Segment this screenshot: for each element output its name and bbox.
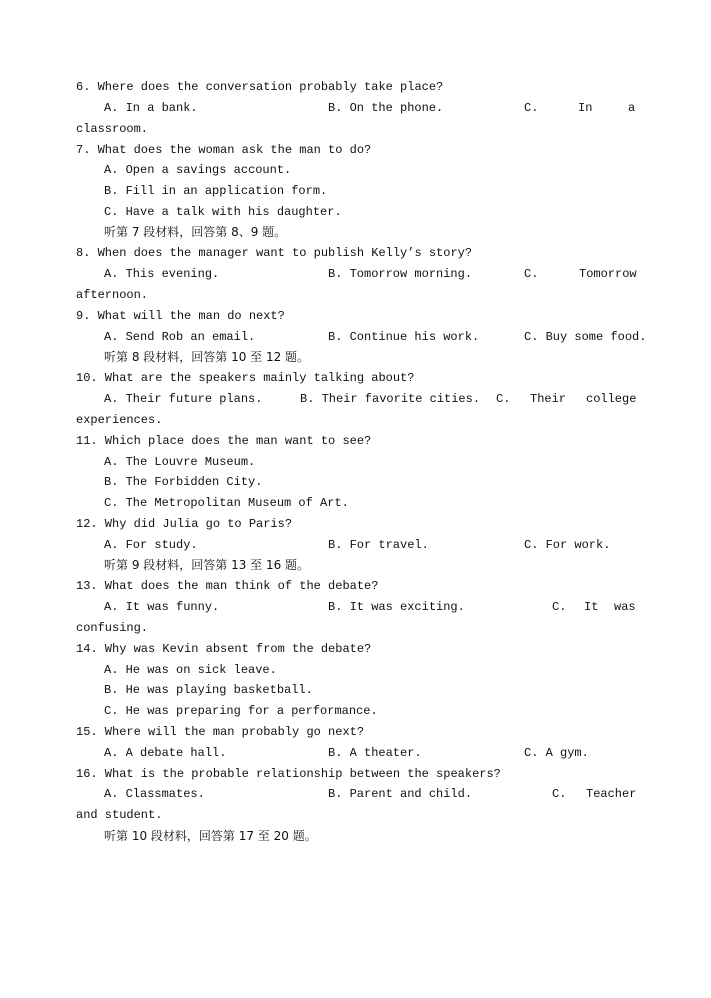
question-8-options <box>104 264 636 285</box>
option-a: A. In a bank. <box>104 101 198 115</box>
question-13-stem: 13. What does the man think of the debate? <box>76 579 379 593</box>
option-c: C. A gym. <box>524 746 589 760</box>
question-16-options <box>104 784 636 805</box>
section-heading-10: 听第 10 段材料，回答第 17 至 20 题。 <box>104 829 317 843</box>
option-a: A. He was on sick leave. <box>104 663 277 677</box>
section-heading-7: 听第 7 段材料，回答第 8、9 题。 <box>104 225 287 239</box>
question-15-options <box>104 743 636 764</box>
question-12-options <box>104 535 636 556</box>
option-b: B. Parent and child. <box>328 787 473 801</box>
question-14-stem: 14. Why was Kevin absent from the debate? <box>76 642 372 656</box>
option-c-word: college <box>586 392 637 406</box>
section-heading-9: 听第 9 段材料，回答第 13 至 16 题。 <box>104 558 310 572</box>
option-b: B. Tomorrow morning. <box>328 267 473 281</box>
option-b: B. Their favorite cities. <box>300 392 481 406</box>
question-9-stem: 9. What will the man do next? <box>76 309 285 323</box>
question-8-option-c-wrap: afternoon. <box>76 288 149 302</box>
question-8-stem: 8. When does the manager want to publish Kelly’s story? <box>76 246 473 260</box>
section-heading-8: 听第 8 段材料，回答第 10 至 12 题。 <box>104 350 310 364</box>
option-c: C. Buy some food. <box>524 330 647 344</box>
option-c-word: In <box>578 101 593 115</box>
question-11-stem: 11. Which place does the man want to see? <box>76 434 372 448</box>
option-b: B. He was playing basketball. <box>104 683 313 697</box>
question-16-stem: 16. What is the probable relationship between the speakers? <box>76 767 501 781</box>
option-c: C. He was preparing for a performance. <box>104 704 378 718</box>
option-b: B. A theater. <box>328 746 422 760</box>
question-16-option-c-wrap: and student. <box>76 808 163 822</box>
question-15-stem: 15. Where will the man probably go next? <box>76 725 365 739</box>
option-a: A. Classmates. <box>104 787 205 801</box>
option-a: A. Open a savings account. <box>104 163 292 177</box>
option-a: A. A debate hall. <box>104 746 227 760</box>
question-13-options <box>104 597 636 618</box>
question-10-option-c-wrap: experiences. <box>76 413 163 427</box>
option-b: B. For travel. <box>328 538 429 552</box>
option-a: A. Their future plans. <box>104 392 263 406</box>
option-c-word: a <box>628 101 636 115</box>
option-c-label: C. <box>524 101 539 115</box>
option-b: B. Continue his work. <box>328 330 480 344</box>
option-c-word: It <box>584 600 599 614</box>
question-6-option-c-wrap: classroom. <box>76 122 149 136</box>
question-12-stem: 12. Why did Julia go to Paris? <box>76 517 293 531</box>
option-a: A. This evening. <box>104 267 220 281</box>
option-c-label: C. <box>524 267 539 281</box>
option-c-word: Teacher <box>586 787 637 801</box>
option-b: B. It was exciting. <box>328 600 465 614</box>
question-6-options <box>104 98 636 119</box>
option-c-word: Their <box>530 392 567 406</box>
option-b: B. On the phone. <box>328 101 444 115</box>
option-c-label: C. <box>552 600 567 614</box>
option-c-word: Tomorrow <box>579 267 637 281</box>
option-a: A. Send Rob an email. <box>104 330 256 344</box>
option-c-label: C. <box>552 787 567 801</box>
question-7-stem: 7. What does the woman ask the man to do? <box>76 143 372 157</box>
question-9-options <box>104 327 647 348</box>
question-13-option-c-wrap: confusing. <box>76 621 149 635</box>
option-c-word: was <box>614 600 636 614</box>
option-a: A. It was funny. <box>104 600 220 614</box>
option-c: C. For work. <box>524 538 611 552</box>
option-c: C. Have a talk with his daughter. <box>104 205 342 219</box>
question-10-options <box>104 389 636 410</box>
option-b: B. The Forbidden City. <box>104 475 263 489</box>
option-a: A. For study. <box>104 538 198 552</box>
option-c: C. The Metropolitan Museum of Art. <box>104 496 349 510</box>
question-10-stem: 10. What are the speakers mainly talking about? <box>76 371 415 385</box>
question-6-stem: 6. Where does the conversation probably take place? <box>76 80 444 94</box>
option-a: A. The Louvre Museum. <box>104 455 256 469</box>
option-c-label: C. <box>496 392 511 406</box>
option-b: B. Fill in an application form. <box>104 184 328 198</box>
